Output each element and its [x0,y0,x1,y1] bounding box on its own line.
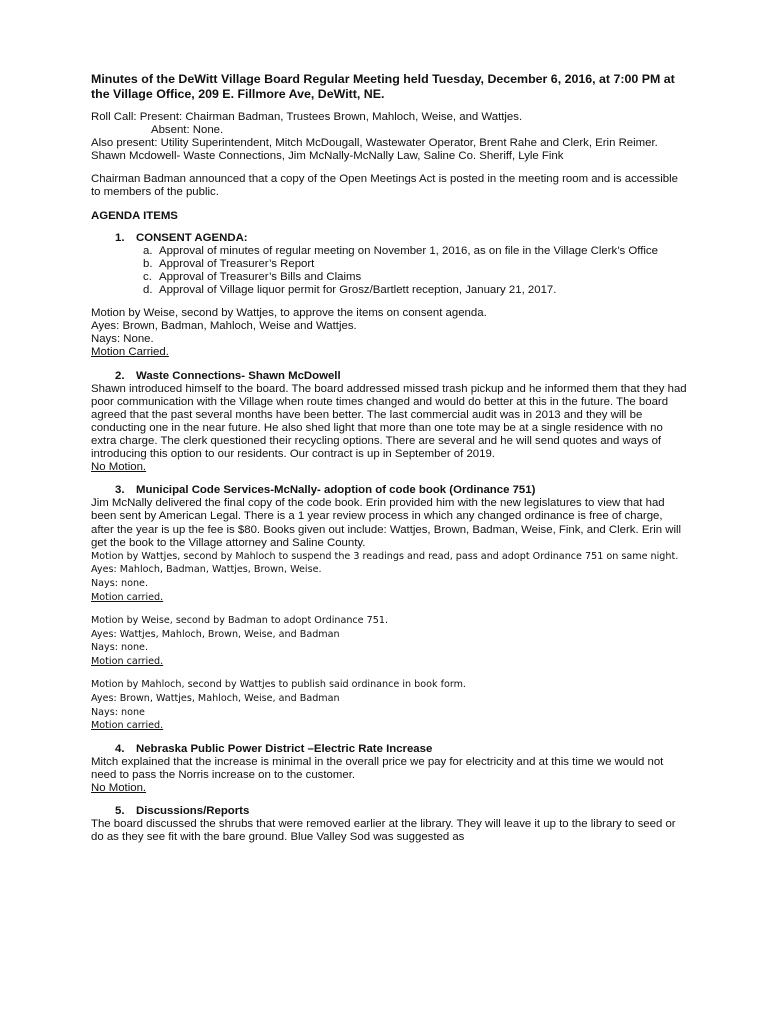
list-item: d. Approval of Village liquor permit for Grosz/Bartlett reception, January 21, 2017. [143,284,557,297]
motion-result: Motion Carried. [91,346,169,359]
section-title: Discussions/Reports [136,805,250,818]
section-number: 4. [115,742,125,755]
ayes-text: Ayes: Mahloch, Badman, Wattjes, Brown, Weise. [91,564,322,576]
nays-text: Nays: none [91,706,145,718]
section-number: 1. [115,231,125,244]
nays-text: Nays: none. [91,642,148,654]
motion-result: Motion carried. [91,720,164,732]
section-body: Shawn introduced himself to the board. The board addressed missed trash pickup and he informed them that they had poor communication with the Village when route times changed and would do better at this in the future. The board agreed that the past several months have been better. The last commercial audit was in 2013 and they will be conducting one in the near future. He also shed light that more than one tote may be at a single residence with no extra charge. The clerk questioned their recycling options. There are several and he will send quotes and ways of introducing this option to our residents. Our contract is up in September of 2019. [91,382,687,461]
nays-text: Nays: None. [91,333,154,346]
section-number: 5. [115,805,125,818]
minutes-document [91,72,687,845]
section-body: Jim McNally delivered the final copy of the code book. Erin provided him with the new legislatures to view that had been sent by American Legal. There is a 1 year review process in which any changed ordinance is free of charge, after the year is up the fee is $80. Books given out include: Wattjes, Brown, Badman, Weise, Fink, and Clerk. Erin will get the book to the Village attorney and Saline County. [91,497,682,549]
motion-block-1 [91,550,687,604]
section-body: Mitch explained that the increase is minimal in the overall price we pay for electricity and at this time we would not need to pass the Norris increase on to the customer. [91,755,664,782]
motion-result: Motion carried. [91,591,164,603]
motion-text: Motion by Weise, second by Badman to adopt Ordinance 751. [91,615,388,627]
ayes-text: Ayes: Brown, Badman, Mahloch, Weise and Wattjes. [91,320,357,333]
section-body: The board discussed the shrubs that were removed earlier at the library. They will leave it up to the library to seed or do as they see fit with the bare ground. Blue Valley Sod was suggested as [91,818,676,844]
list-item: a. Approval of minutes of regular meeting on November 1, 2016, as on file in the Village Clerk’s Office [143,244,658,257]
motion-text: Motion by Wattjes, second by Mahloch to suspend the 3 readings and read, pass and adopt Ordinance 751 on same night. [91,550,679,562]
section-title: CONSENT AGENDA: [136,231,248,244]
section-number: 3. [115,484,125,497]
motion-result: No Motion. [91,461,147,474]
roll-call-absent: Absent: None. [151,124,224,137]
motion-result: No Motion. [91,782,147,795]
motion-block-3 [91,678,687,732]
ayes-text: Ayes: Wattjes, Mahloch, Brown, Weise, and Badman [91,628,340,640]
motion-text: Motion by Weise, second by Wattjes, to approve the items on consent agenda. [91,307,487,320]
motion-result: Motion carried. [91,655,164,667]
also-present: Also present: Utility Superintendent, Mitch McDougall, Wastewater Operator, Brent Rahe and Clerk, Erin Reimer. Shawn Mcdowell- Waste Connections, Jim McNally-McNally Law, Saline Co. Sheriff, Lyle Fink [91,137,658,163]
motion-text: Motion by Mahloch, second by Wattjes to publish said ordinance in book form. [91,679,466,691]
section-number: 2. [115,369,125,382]
section-waste-connections [91,370,687,475]
document-title: Minutes of the DeWitt Village Board Regular Meeting held Tuesday, December 6, 2016, at 7:00 PM at the Village Office, 209 E. Fillmore Ave, DeWitt, NE. [91,72,675,101]
motion-block-2 [91,614,687,668]
section-title: Municipal Code Services-McNally- adoption of code book (Ordinance 751) [136,484,536,497]
list-item: c. Approval of Treasurer’s Bills and Claims [143,270,362,283]
roll-call-present: Roll Call: Present: Chairman Badman, Trustees Brown, Mahloch, Weise, and Wattjes. [91,111,523,123]
section-nppd-rate [91,743,687,795]
section-discussions [91,805,687,844]
agenda-heading: AGENDA ITEMS [91,209,178,222]
section-title: Nebraska Public Power District –Electric Rate Increase [136,742,433,755]
nays-text: Nays: none. [91,577,148,589]
section-consent-agenda [91,232,687,360]
section-title: Waste Connections- Shawn McDowell [136,369,341,382]
open-meetings-announcement: Chairman Badman announced that a copy of the Open Meetings Act is posted in the meeting room and is accessible to members of the public. [91,173,678,199]
consent-items-list [91,245,687,297]
list-item: b. Approval of Treasurer’s Report [143,257,315,270]
ayes-text: Ayes: Brown, Wattjes, Mahloch, Weise, and Badman [91,693,340,705]
section-municipal-code [91,484,687,733]
